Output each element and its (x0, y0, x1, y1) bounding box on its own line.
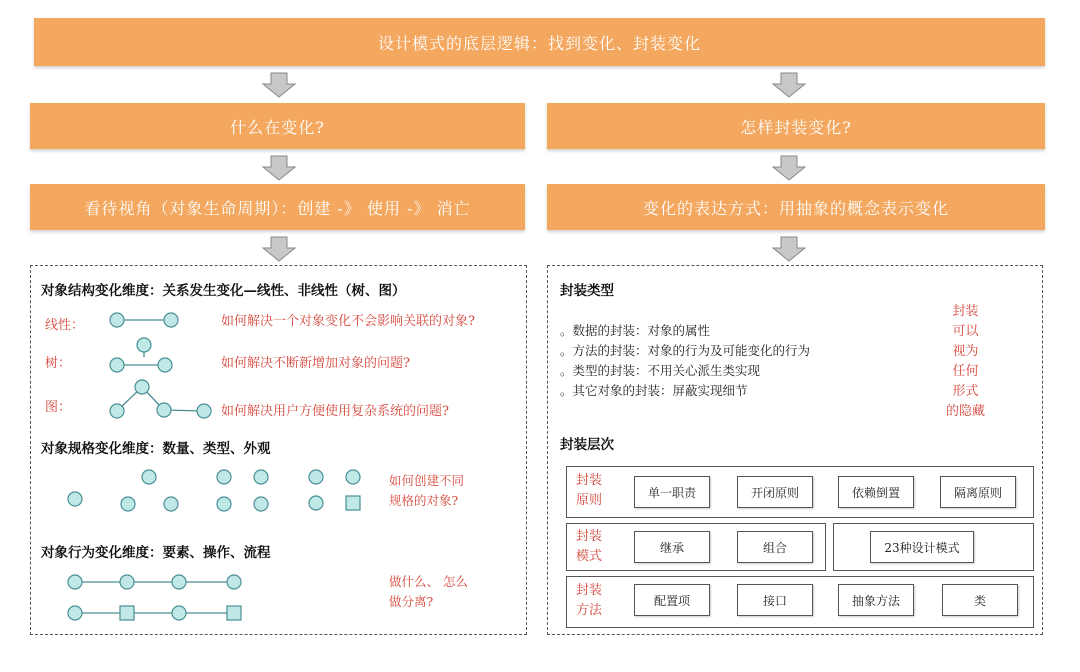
behavior-question-line: 做什么、 怎么 (389, 574, 468, 589)
graph-question: 如何解决用户方便使用复杂系统的问题? (221, 404, 449, 419)
spec-node (346, 470, 360, 484)
linear-label: 线性： (45, 318, 85, 333)
encapsulation-side-note (946, 302, 985, 422)
level-item: 依赖倒置 (838, 476, 914, 508)
graph-node (135, 380, 149, 394)
spec-question (389, 471, 464, 511)
behavior-node (68, 606, 82, 620)
behavior-question-line: 做分离? (389, 594, 434, 609)
spec-square-node (346, 496, 360, 510)
level-label-line: 模式 (576, 549, 603, 564)
encapsulation-types-list (560, 321, 810, 401)
down-arrow-icon (262, 155, 296, 181)
behavior-node (172, 606, 186, 620)
tree-node (137, 338, 151, 352)
left-perspective-text: 看待视角（对象生命周期）：创建 -》 使用 -》 消亡 (84, 198, 471, 218)
linear-node (164, 313, 178, 327)
type-item: 。类型的封装：不用关心派生类实现 (560, 363, 761, 378)
behavior-square-node (227, 606, 241, 620)
behavior-node (68, 575, 82, 589)
linear-node (110, 313, 124, 327)
level-item: 隔离原则 (940, 476, 1016, 508)
tree-question: 如何解决不断新增加对象的问题? (221, 356, 410, 371)
down-arrow-icon (772, 236, 806, 262)
down-arrow-icon (772, 155, 806, 181)
level-label-line: 方法 (576, 603, 603, 618)
side-note-word: 封装 (952, 304, 979, 319)
level-item: 23种设计模式 (870, 531, 974, 563)
type-item: 。方法的封装：对象的行为及可能变化的行为 (560, 343, 811, 358)
left-question-banner (30, 103, 525, 149)
level-item: 配置项 (634, 584, 710, 616)
spec-question-line: 规格的对象? (389, 493, 459, 508)
level-label-line: 封装 (576, 529, 603, 544)
side-note-word: 可以 (952, 324, 979, 339)
top-banner (34, 18, 1045, 66)
side-note-word: 的隐藏 (946, 404, 986, 419)
spec-node (68, 492, 82, 506)
top-banner-text: 设计模式的底层逻辑：找到变化、封装变化 (377, 33, 701, 53)
level-item: 继承 (634, 531, 710, 563)
level-label-line: 封装 (576, 583, 603, 598)
spec-node (217, 470, 231, 484)
level-label-line: 原则 (576, 493, 603, 508)
level-label-methods (576, 581, 602, 621)
level-item: 接口 (737, 584, 813, 616)
type-item: 。其它对象的封装：屏蔽实现细节 (560, 383, 748, 398)
spec-node (309, 496, 323, 510)
type-item: 。数据的封装：对象的属性 (560, 323, 711, 338)
spec-node (164, 497, 178, 511)
level-item: 组合 (737, 531, 813, 563)
behavior-dimension-title: 对象行为变化维度：要素、操作、流程 (41, 545, 271, 561)
structure-dimension-title: 对象结构变化维度：关系发生变化—线性、非线性（树、图） (41, 283, 406, 299)
left-perspective-banner (30, 184, 525, 230)
tree-node (158, 358, 172, 372)
spec-node (254, 497, 268, 511)
spec-node (309, 470, 323, 484)
spec-dimension-title: 对象规格变化维度：数量、类型、外观 (41, 441, 271, 457)
behavior-node (227, 575, 241, 589)
encapsulation-types-title: 封装类型 (560, 283, 614, 299)
spec-node (254, 470, 268, 484)
spec-node (142, 470, 156, 484)
behavior-node (120, 575, 134, 589)
left-panel (30, 265, 527, 635)
encapsulation-levels-title: 封装层次 (560, 437, 614, 453)
level-item: 类 (942, 584, 1018, 616)
left-question-text: 什么在变化? (230, 117, 325, 137)
side-note-word: 视为 (952, 344, 979, 359)
level-label-patterns (576, 527, 602, 567)
level-item: 开闭原则 (737, 476, 813, 508)
right-expression-banner (547, 184, 1045, 230)
level-label-principles (576, 471, 602, 511)
graph-node (110, 404, 124, 418)
side-note-word: 形式 (952, 384, 979, 399)
linear-question: 如何解决一个对象变化不会影响关联的对象? (221, 314, 475, 329)
behavior-question (389, 572, 468, 612)
behavior-square-node (120, 606, 134, 620)
behavior-node (172, 575, 186, 589)
graph-node (157, 403, 171, 417)
spec-node (217, 497, 231, 511)
right-question-banner (547, 103, 1045, 149)
spec-question-line: 如何创建不同 (389, 473, 465, 488)
level-label-line: 封装 (576, 473, 603, 488)
down-arrow-icon (262, 72, 296, 98)
right-expression-text: 变化的表达方式：用抽象的概念表示变化 (642, 198, 949, 218)
spec-node (121, 497, 135, 511)
graph-node (197, 404, 211, 418)
down-arrow-icon (262, 236, 296, 262)
level-item: 抽象方法 (838, 584, 914, 616)
side-note-word: 任何 (952, 364, 979, 379)
level-item: 单一职责 (634, 476, 710, 508)
right-panel (547, 265, 1043, 635)
down-arrow-icon (772, 72, 806, 98)
right-question-text: 怎样封装变化? (740, 117, 852, 137)
tree-node (110, 358, 124, 372)
graph-label: 图： (45, 400, 72, 415)
tree-label: 树： (45, 356, 72, 371)
